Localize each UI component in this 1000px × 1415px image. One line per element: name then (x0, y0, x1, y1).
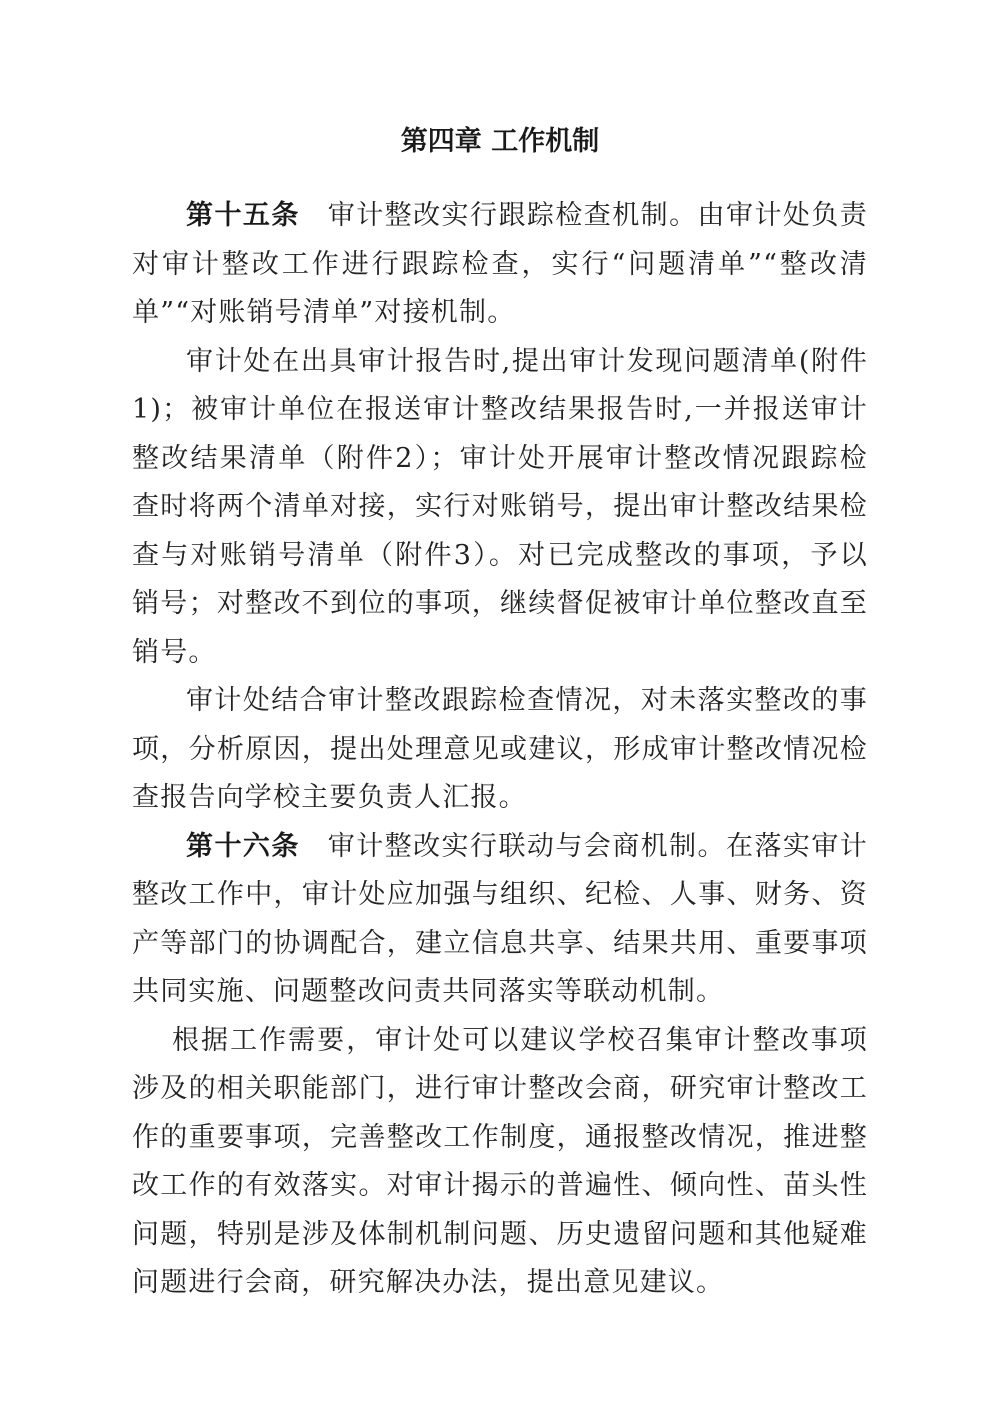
paragraph-article-16 (132, 823, 868, 1017)
paragraph-consultation (132, 1017, 868, 1308)
chapter-title: 第四章 工作机制 (400, 126, 600, 157)
paragraph-text: 审计处在出具审计报告时,提出审计发现问题清单(附件1)；被审计单位在报送审计整改结果报告时,一并报送审计整改结果清单（附件2）；审计处开展审计整改情况跟踪检查时将两个清单对接，实行对账销号，提出审计整改结果检查与对账销号清单（附件3）。对已完成整改的事项，予以销号；对整改不到位的事项，继续督促被审计单位整改直至销号。 (132, 345, 868, 668)
paragraph-text: 审计整改实行跟踪检查机制。由审计处负责对审计整改工作进行跟踪检查，实行“问题清单”“整改清单”“对账销号清单”对接机制。 (132, 200, 868, 328)
paragraph-article-15 (132, 192, 868, 338)
paragraph-text: 审计处结合审计整改跟踪检查情况，对未落实整改的事项，分析原因，提出处理意见或建议，形成审计整改情况检查报告向学校主要负责人汇报。 (132, 685, 868, 813)
paragraph-audit-lists (132, 338, 868, 678)
paragraph-audit-report (132, 677, 868, 823)
paragraph-text: 根据工作需要，审计处可以建议学校召集审计整改事项涉及的相关职能部门，进行审计整改会商，研究审计整改工作的重要事项，完善整改工作制度，通报整改情况，推进整改工作的有效落实。对审计揭示的普遍性、倾向性、苗头性问题，特别是涉及体制机制问题、历史遗留问题和其他疑难问题进行会商，研究解决办法，提出意见建议。 (132, 1024, 868, 1298)
article-number: 第十五条 (186, 200, 300, 231)
article-number: 第十六条 (186, 830, 300, 862)
document-body (132, 192, 868, 1308)
paragraph-text: 审计整改实行联动与会商机制。在落实审计整改工作中，审计处应加强与组织、纪检、人事、财务、资产等部门的协调配合，建立信息共享、结果共用、重要事项共同实施、问题整改问责共同落实等联动机制。 (132, 830, 868, 1007)
